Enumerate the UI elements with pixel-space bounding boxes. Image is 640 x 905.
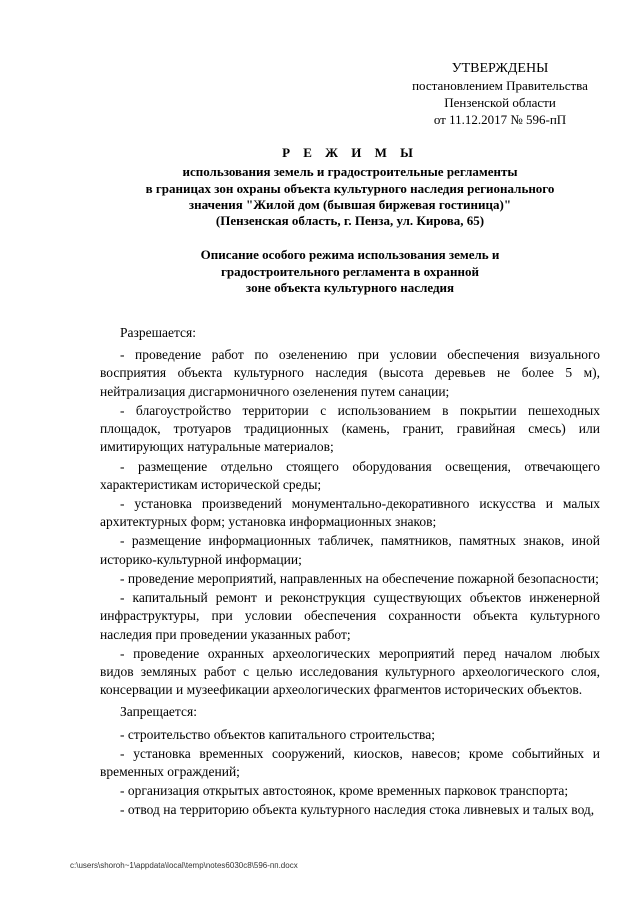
approval-line: постановлением Правительства (412, 78, 588, 94)
list-item: - проведение охранных археологических мероприятий перед началом любых видов земляных работ с целью исследования культурного археологического слоя, консервации и музеефикации археологических фрагментов исторических объектов. (100, 645, 600, 698)
list-item: - строительство объектов капитального строительства; (120, 726, 435, 742)
list-item: - установка произведений монументально-декоративного искусства и малых архитектурных форм; установка информационных знаков; (100, 495, 600, 530)
list-item: - отвод на территорию объекта культурного наследия стока ливневых и талых вод, (120, 802, 595, 818)
document-title-block (100, 145, 600, 229)
approval-header: УТВЕРЖДЕНЫ (451, 61, 549, 76)
document-body (100, 324, 600, 820)
subtitle-line: (Пензенская область, г. Пенза, ул. Кирова, 65) (215, 213, 485, 228)
file-path-footer: c:\users\shoroh~1\appdata\local\temp\notes6030c8\596-пп.docx (70, 861, 298, 870)
list-item: - проведение мероприятий, направленных на обеспечение пожарной безопасности; (120, 570, 599, 586)
description-header (100, 247, 600, 296)
desc-line: зоне объекта культурного наследия (245, 279, 455, 295)
subtitle-line: в границах зон охраны объекта культурного наследия регионального (145, 180, 555, 196)
subtitle-line: использования земель и градостроительные регламенты (182, 164, 518, 180)
list-item: - размещение информационных табличек, памятников, памятных знаков, иной историко-культурной информации; (100, 533, 600, 567)
desc-line: градостроительного регламента в охранной (221, 263, 479, 279)
list-item: - капитальный ремонт и реконструкция существующих объектов инженерной инфраструктуры, при условии обеспечения сохранности объекта культурного наследия при проведении указанных работ; (100, 590, 600, 642)
list-item: - размещение отдельно стоящего оборудования освещения, отвечающего характеристикам исторической среды; (100, 458, 600, 492)
main-title: Р Е Ж И М Ы (282, 145, 418, 160)
list-item: - организация открытых автостоянок, кроме временных парковок транспорта; (120, 783, 569, 799)
approval-stamp (400, 60, 600, 129)
allowed-label: Разрешается: (120, 325, 196, 340)
list-item: - установка временных сооружений, киосков, навесов; кроме событийных и временных ограждений; (100, 745, 600, 780)
approval-line: от 11.12.2017 № 596-пП (433, 111, 567, 127)
approval-line: Пензенской области (444, 95, 556, 111)
list-item: - проведение работ по озеленению при условии обеспечения визуального восприятия объекта культурного наследия (высота деревьев не более 5 м), нейтрализация дисгармоничного озеленения путем санации; (100, 347, 600, 399)
list-item: - благоустройство территории с использованием в покрытии пешеходных площадок, тротуаров традиционных (камень, гранит, гравийная смесь) или имитирующих натуральные материалов; (100, 402, 600, 455)
desc-line: Описание особого режима использования земель и (200, 247, 500, 263)
subtitle-line: значения "Жилой дом (бывшая биржевая гостиница)" (188, 196, 512, 212)
prohibited-label: Запрещается: (120, 704, 197, 720)
